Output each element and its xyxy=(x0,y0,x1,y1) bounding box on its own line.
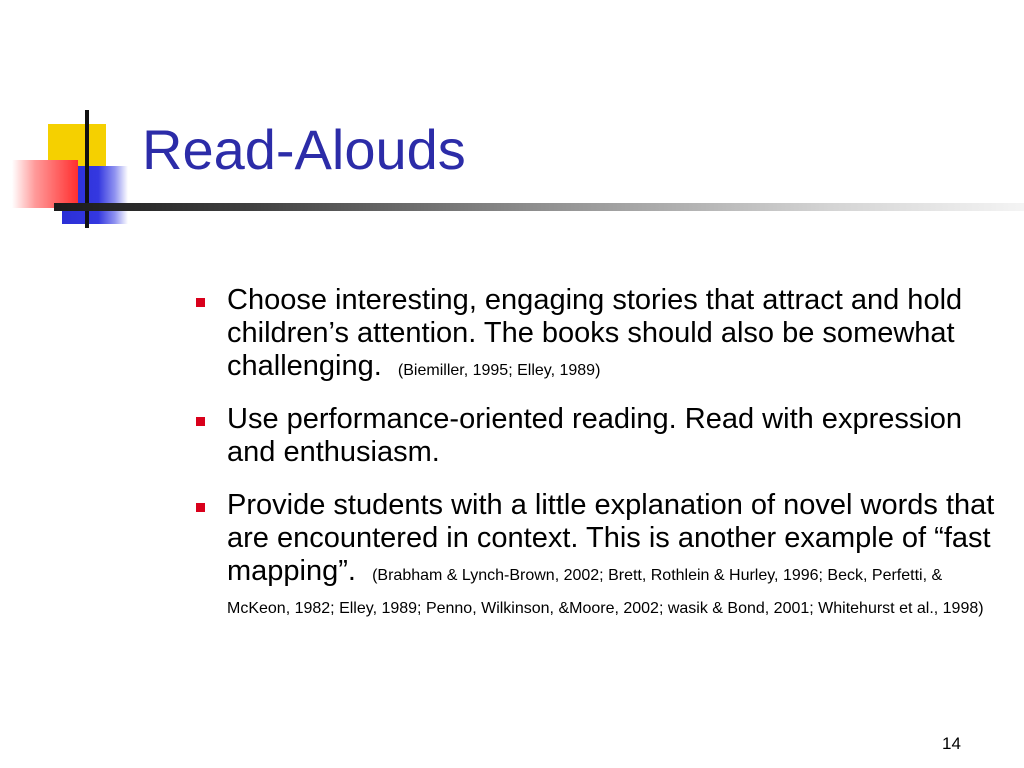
bullet-text: Provide students with a little explanation of novel words that are encountered in context. This is another example of “fast mapping”. xyxy=(227,489,995,587)
bullet-marker-icon xyxy=(196,503,205,512)
bullet-item xyxy=(196,403,996,469)
bullet-item xyxy=(196,284,996,383)
bullet-text: Choose interesting, engaging stories that attract and hold children’s attention. The books should also be somewhat challenging. xyxy=(227,284,963,382)
bullet-citation: (Biemiller, 1995; Elley, 1989) xyxy=(397,362,601,379)
bullet-citation: (Brabham & Lynch-Brown, 2002; Brett, Rothlein & Hurley, 1996; Beck, Perfetti, & McKeon, 1982; Elley, 1989; Penno, Wilkinson, &Moore, 2002; wasik & Bond, 2001; Whitehurst et al., 1998) xyxy=(227,567,984,617)
bullet-item xyxy=(196,489,996,621)
bullet-marker-icon xyxy=(196,417,205,426)
bullet-marker-icon xyxy=(196,298,205,307)
bullet-list xyxy=(196,284,996,621)
decorative-red-square xyxy=(12,160,78,208)
page-number: 14 xyxy=(942,734,961,753)
bullet-text: Use performance-oriented reading. Read with expression and enthusiasm. xyxy=(227,403,963,468)
title-underline-rule xyxy=(54,203,1024,211)
slide-title: Read-Alouds xyxy=(142,118,466,181)
